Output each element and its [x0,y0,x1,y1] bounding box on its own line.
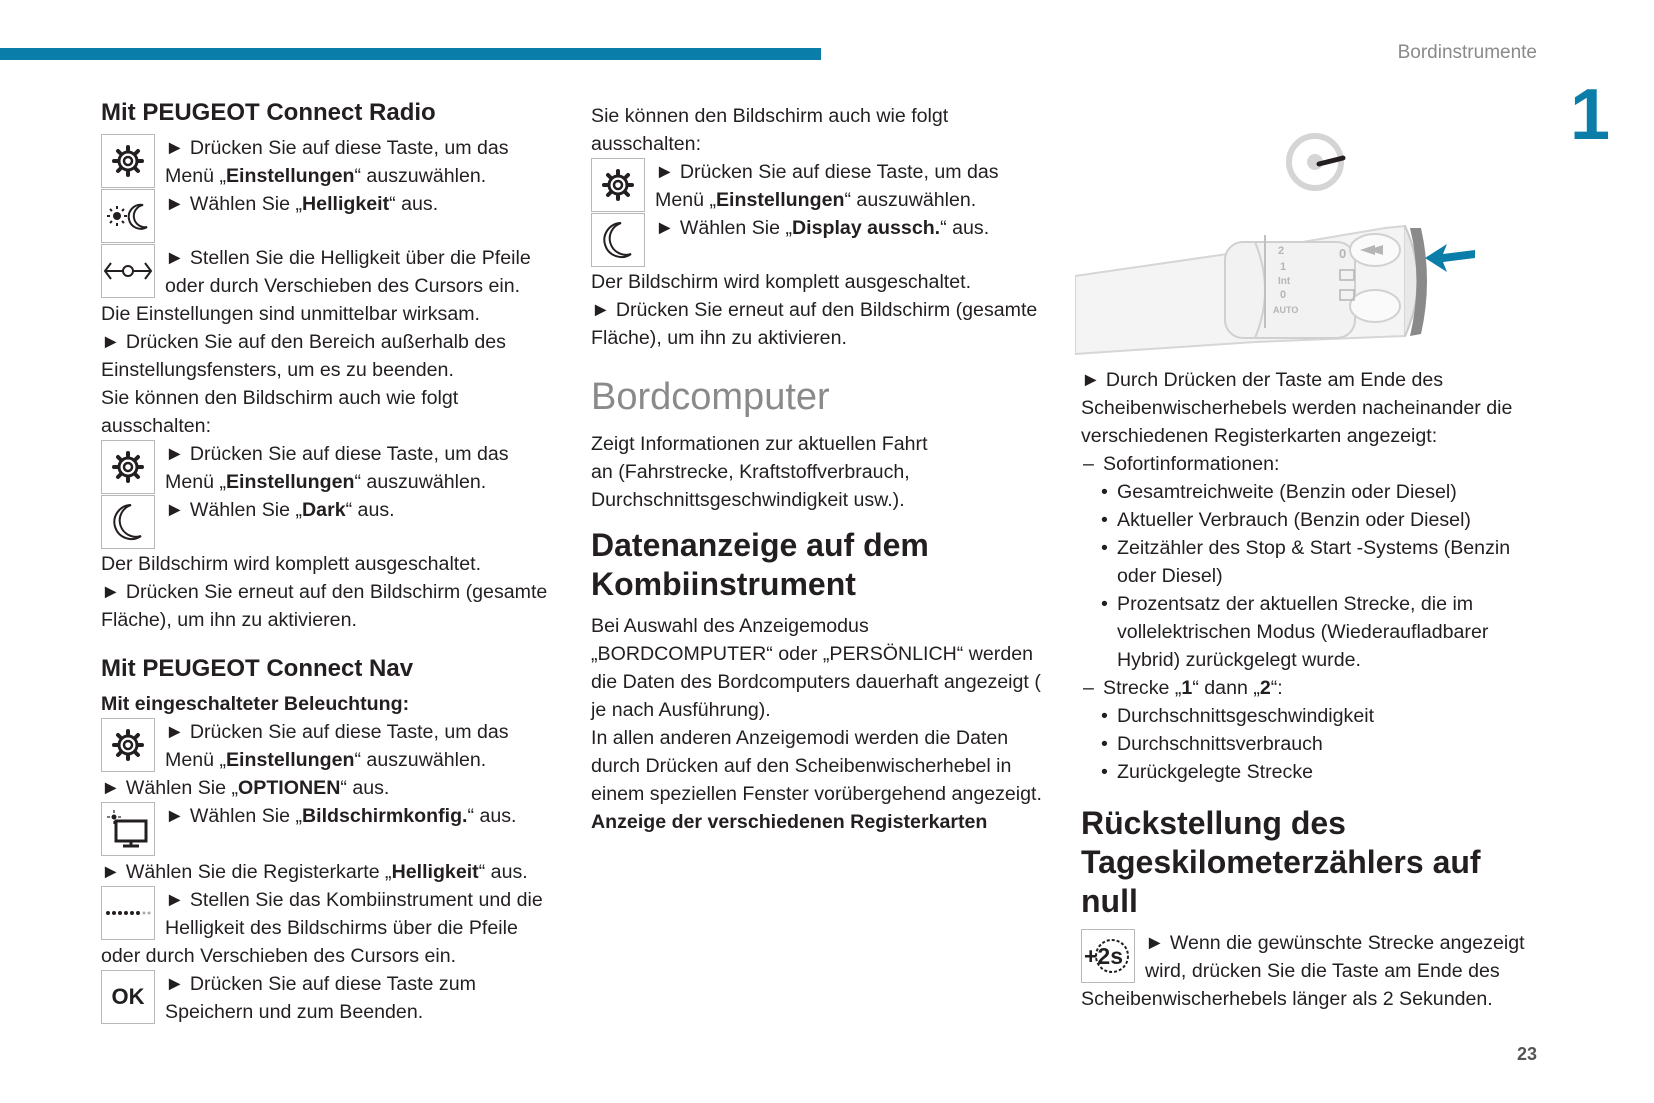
dark-step-2: ► Wählen Sie „Dark“ aus. [165,496,571,524]
nav-step-5: ► Stellen Sie das Kombiinstrument und die [165,886,571,914]
radio-slider-row [101,244,571,300]
slider-arrows-icon [101,244,155,298]
nav-settings-row [101,718,571,774]
datenanzeige-text-3: die Daten des Bordcomputers dauerhaft angezeigt ( [591,671,1041,693]
list-item-cont: Hybrid) zurückgelegt wurde. [1117,649,1361,671]
gear-icon [591,158,645,212]
nav-step-3: ► Wählen Sie „Bildschirmkonfig.“ aus. [165,802,571,830]
svg-text:0: 0 [1339,246,1347,261]
bordcomputer-text-1: Zeigt Informationen zur aktuellen Fahrt [591,433,928,455]
off-row [591,158,1051,268]
svg-text:AUTO: AUTO [1273,305,1299,315]
display-config-icon [101,802,155,856]
brightness-icon [101,189,155,243]
ok-icon: OK [101,970,155,1024]
off-intro: Sie können den Bildschirm auch wie folgt [591,105,949,127]
nav-brightness-row [101,886,571,942]
svg-text:+2s: +2s [1084,943,1124,969]
radio-heading: Mit PEUGEOT Connect Radio [101,99,436,126]
svg-text:Int: Int [1278,276,1291,287]
radio-step-5b: Einstellungsfensters, um es zu beenden. [101,359,454,381]
datenanzeige-text-7: einem speziellen Fenster vorübergehend angezeigt. [591,783,1042,805]
list-item: • Gesamtreichweite (Benzin oder Diesel) [1081,478,1551,506]
datenanzeige-text-6: durch Drücken auf den Scheibenwischerhebel in [591,755,1012,777]
bordcomputer-text-2: an (Fahrstrecke, Kraftstoffverbrauch, [591,461,910,483]
radio-step-3: ► Stellen Sie die Helligkeit über die Pfeile [165,244,571,272]
nav-display-row [101,802,571,858]
moon-icon [101,495,155,549]
radio-step-5: ► Drücken Sie auf den Bereich außerhalb des [101,328,571,356]
reset-row [1081,929,1551,985]
off-reactivate: ► Drücken Sie erneut auf den Bildschirm (gesamte [591,296,1051,324]
radio-settings-row [101,134,571,244]
list-item-cont: oder Diesel) [1117,565,1223,587]
svg-text:1: 1 [1280,261,1287,273]
list-item: • Zurückgelegte Strecke [1081,758,1551,786]
off-reactivate-b: Fläche), um ihn zu aktivieren. [591,327,847,349]
reset-heading: Rückstellung des Tageskilometerzählers auf null [1081,805,1481,919]
dark-step-1b: Menü „Einstellungen“ auszuwählen. [165,471,487,493]
datenanzeige-text-1: Bei Auswahl des Anzeigemodus [591,615,869,637]
dark-note: Der Bildschirm wird komplett ausgeschaltet. [101,553,482,575]
tabs-intro-3: verschiedenen Registerkarten angezeigt: [1081,425,1438,447]
nav-ok-row [101,970,571,1026]
svg-text:2: 2 [1278,245,1285,257]
list-item: • Aktueller Verbrauch (Benzin oder Diesel) [1081,506,1551,534]
wiper-stalk-illustration [1075,130,1515,360]
header-section-title: Bordinstrumente [1397,42,1537,63]
dotted-slider-icon [101,886,155,940]
off-step-1b: Menü „Einstellungen“ auszuwählen. [655,189,977,211]
tabs-intro-1: ► Durch Drücken der Taste am Ende des [1081,366,1551,394]
list-item-cont: vollelektrischen Modus (Wiederaufladbarer [1117,621,1489,643]
nav-heading: Mit PEUGEOT Connect Nav [101,655,414,682]
nav-step-6: ► Drücken Sie auf diese Taste zum [165,970,571,998]
nav-step-1b: Menü „Einstellungen“ auszuwählen. [165,749,487,771]
reset-step-1b: wird, drücken Sie die Taste am Ende des [1145,960,1500,982]
radio-note: Die Einstellungen sind unmittelbar wirksam. [101,303,480,325]
nav-step-2: ► Wählen Sie „OPTIONEN“ aus. [101,774,571,802]
strecke-item: – Strecke „1“ dann „2“: [1081,674,1551,702]
column-middle [591,102,1051,836]
off-intro-b: ausschalten: [591,133,702,155]
svg-text:0: 0 [1280,289,1287,301]
moon-icon [591,213,645,267]
nav-step-4: ► Wählen Sie die Registerkarte „Helligkeit“ aus. [101,858,571,886]
datenanzeige-text-5: In allen anderen Anzeigemodi werden die Daten [591,727,1009,749]
reset-step-1c: Scheibenwischerhebels länger als 2 Sekunden. [1081,988,1493,1010]
bordcomputer-text-3: Durchschnittsgeschwindigkeit usw.). [591,489,905,511]
page-number: 23 [1516,1044,1537,1064]
chapter-number: 1 [1570,75,1611,155]
off-step-1: ► Drücken Sie auf diese Taste, um das [655,158,1051,186]
header-accent-bar [0,48,821,60]
datenanzeige-heading: Datenanzeige auf dem Kombiinstrument [591,527,929,602]
tabs-intro-2: Scheibenwischerhebels werden nacheinander die [1081,397,1513,419]
list-item: • Prozentsatz der aktuellen Strecke, die im [1081,590,1551,618]
nav-step-1: ► Drücken Sie auf diese Taste, um das [165,718,571,746]
radio-step-2: ► Wählen Sie „Helligkeit“ aus. [165,190,571,218]
column-left [101,98,571,1026]
radio-step-1: ► Drücken Sie auf diese Taste, um das [165,134,571,162]
list-item: • Zeitzähler des Stop & Start -Systems (Benzin [1081,534,1551,562]
nav-subheading: Mit eingeschalteter Beleuchtung: [101,693,410,715]
list-item: • Durchschnittsgeschwindigkeit [1081,702,1551,730]
steering-wheel-icon [1289,136,1343,188]
gear-icon [101,134,155,188]
column-right [1081,366,1551,1013]
hold-2s-icon [1081,929,1135,983]
wiper-stalk [1075,226,1427,354]
radio-off-intro: Sie können den Bildschirm auch wie folgt [101,387,459,409]
datenanzeige-text-2: „BORDCOMPUTER“ oder „PERSÖNLICH“ werden [591,643,1034,665]
nav-step-5b: Helligkeit des Bildschirms über die Pfeile [165,917,518,939]
off-step-2: ► Wählen Sie „Display aussch.“ aus. [655,214,1051,242]
off-note: Der Bildschirm wird komplett ausgeschaltet. [591,271,972,293]
gear-icon [101,440,155,494]
reset-step-1: ► Wenn die gewünschte Strecke angezeigt [1145,929,1551,957]
datenanzeige-text-4: je nach Ausführung). [591,699,771,721]
bordcomputer-heading: Bordcomputer [591,376,830,418]
registerkarten-subheading: Anzeige der verschiedenen Registerkarten [591,811,988,833]
dark-step-1: ► Drücken Sie auf diese Taste, um das [165,440,571,468]
radio-step-1b: Menü „Einstellungen“ auszuwählen. [165,165,487,187]
radio-step-3b: oder durch Verschieben des Cursors ein. [165,275,521,297]
dark-reactivate-b: Fläche), um ihn zu aktivieren. [101,609,357,631]
gear-icon [101,718,155,772]
press-arrow-icon [1425,244,1475,272]
sofortinfo-item: – Sofortinformationen: [1081,450,1551,478]
list-item: • Durchschnittsverbrauch [1081,730,1551,758]
dark-reactivate: ► Drücken Sie erneut auf den Bildschirm (gesamte [101,578,571,606]
radio-off-intro-b: ausschalten: [101,415,212,437]
radio-dark-row [101,440,571,550]
nav-step-5c: oder durch Verschieben des Cursors ein. [101,945,457,967]
nav-step-6b: Speichern und zum Beenden. [165,1001,424,1023]
